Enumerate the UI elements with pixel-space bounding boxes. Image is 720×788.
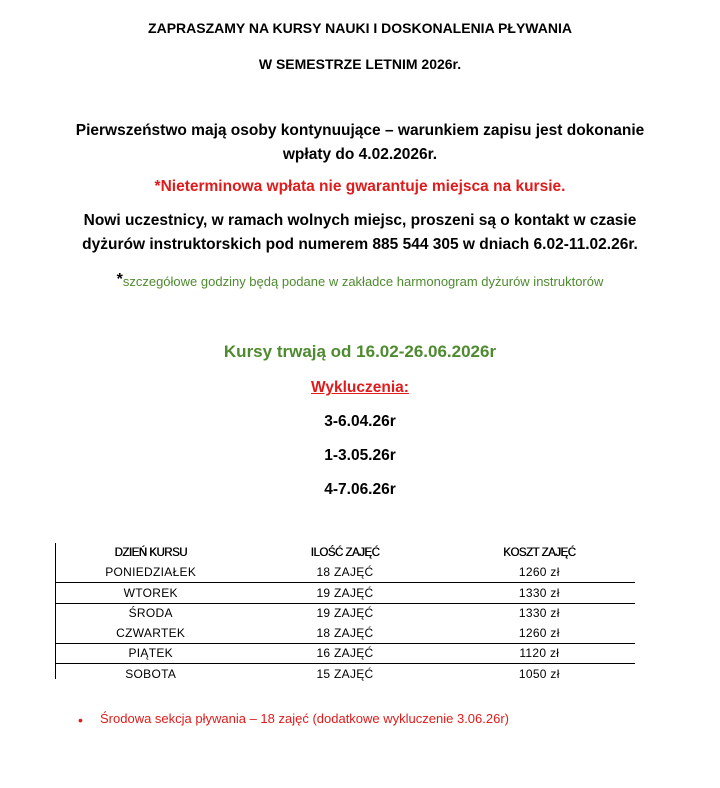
cell-day: CZWARTEK bbox=[116, 625, 186, 640]
exclusion-date: 3-6.04.26r bbox=[324, 413, 396, 430]
new-participants-line-1: Nowi uczestnicy, w ramach wolnych miejsc, proszeni są o kontakt w czasie bbox=[83, 212, 637, 229]
title-line-2: W SEMESTRZE LETNIM 2026r. bbox=[258, 56, 462, 72]
cell-count: 18 ZAJĘĆ bbox=[316, 625, 374, 640]
cell-count: 19 ZAJĘĆ bbox=[246, 603, 443, 623]
footnote bbox=[0, 271, 720, 289]
cell-count: 16 ZAJĘĆ bbox=[246, 643, 443, 664]
schedule-table bbox=[55, 543, 635, 684]
cell-cost: 1120 zł bbox=[444, 643, 635, 664]
cell-day: PIĄTEK bbox=[55, 643, 246, 664]
bullet-icon: • bbox=[78, 712, 83, 728]
footnote-text: szczegółowe godziny będą podane w zakładce harmonogram dyżurów instruktorów bbox=[122, 274, 604, 289]
table-row bbox=[55, 664, 635, 684]
table-row bbox=[55, 603, 635, 623]
header-count: ILOŚĆ ZAJĘĆ bbox=[310, 546, 380, 559]
table-row bbox=[55, 563, 635, 583]
priority-text-line-2: wpłaty do 4.02.2026r. bbox=[282, 146, 438, 163]
header-cost: KOSZT ZAJĘĆ bbox=[503, 546, 576, 559]
cell-cost: 1260 zł bbox=[518, 625, 560, 640]
exclusions-heading: Wykluczenia: bbox=[311, 379, 409, 396]
table-row bbox=[55, 623, 635, 643]
wednesday-note: Środowa sekcja pływania – 18 zajęć (dodatkowe wykluczenie 3.06.26r) bbox=[100, 711, 509, 726]
cell-cost: 1260 zł bbox=[518, 565, 560, 580]
cell-day: SOBOTA bbox=[55, 664, 246, 684]
table-header-row bbox=[55, 543, 635, 563]
cell-day: WTOREK bbox=[55, 583, 246, 604]
exclusion-date: 4-7.06.26r bbox=[324, 481, 396, 498]
cell-cost: 1330 zł bbox=[444, 583, 635, 604]
priority-text-line-1: Pierwszeństwo mają osoby kontynuujące – warunkiem zapisu jest dokonanie bbox=[75, 122, 645, 139]
exclusion-date: 1-3.05.26r bbox=[324, 447, 396, 464]
cell-count: 19 ZAJĘĆ bbox=[246, 583, 443, 604]
table-row bbox=[55, 643, 635, 664]
course-period: Kursy trwają od 16.02-26.06.2026r bbox=[223, 342, 497, 361]
cell-day: PONIEDZIAŁEK bbox=[105, 565, 197, 580]
new-participants-line-2: dyżurów instruktorskich pod numerem 885 544 305 w dniach 6.02-11.02.26r. bbox=[82, 236, 638, 253]
table-row bbox=[55, 583, 635, 604]
cell-count: 18 ZAJĘĆ bbox=[316, 565, 374, 580]
cell-cost: 1050 zł bbox=[444, 664, 635, 684]
title-line-1: ZAPRASZAMY NA KURSY NAUKI I DOSKONALENIA PŁYWANIA bbox=[148, 20, 572, 36]
payment-warning: *Nieterminowa wpłata nie gwarantuje miejsca na kursie. bbox=[154, 178, 566, 195]
cell-count: 15 ZAJĘĆ bbox=[246, 664, 443, 684]
footnote-star: * bbox=[116, 271, 123, 288]
cell-day: ŚRODA bbox=[55, 603, 246, 623]
cell-cost: 1330 zł bbox=[444, 603, 635, 623]
header-day: DZIEŃ KURSU bbox=[114, 546, 187, 559]
